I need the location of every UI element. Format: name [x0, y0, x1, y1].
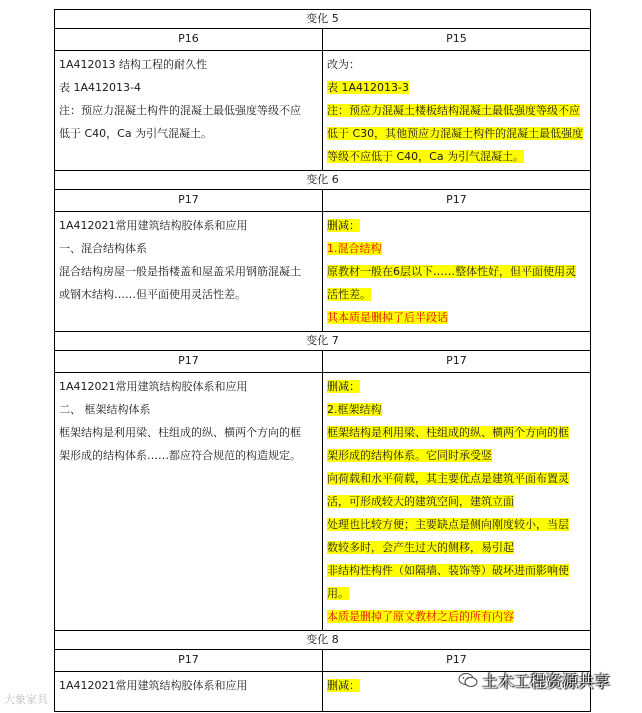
- highlighted-line: 数较多时，会产生过大的侧移，易引起: [327, 541, 514, 554]
- change-7-right-page: P17: [323, 351, 591, 373]
- text-line: 低于 C40，Ca 为引气混凝土。: [59, 127, 213, 140]
- highlighted-line: 用。: [327, 587, 349, 600]
- text-line: 一、混合结构体系: [59, 242, 147, 255]
- change-6-title-row: [55, 171, 591, 190]
- highlighted-line: 非结构性构件（如隔墙、装饰等）破坏进而影响使: [327, 564, 569, 577]
- change-6-left-page: P17: [55, 190, 323, 212]
- text-line: 表 1A412013-4: [59, 81, 141, 94]
- text-line: 混合结构房屋一般是指楼盖和屋盖采用钢筋混凝土: [59, 265, 301, 278]
- highlighted-line: 注：预应力混凝土楼板结构混凝土最低强度等级不应: [327, 104, 580, 117]
- text-line: 架形成的结构体系……都应符合规范的构造规定。: [59, 449, 301, 462]
- change-8-left-page: P17: [55, 650, 323, 672]
- change-8-title-row: [55, 631, 591, 650]
- watermark-right: 土木工程资源共享: [482, 672, 611, 691]
- change-note: 本质是删掉了原文教材之后的所有内容: [327, 610, 514, 623]
- change-7-title: 变化 7: [55, 332, 591, 351]
- change-7-left-page: P17: [55, 351, 323, 373]
- highlighted-line: 2.框架结构: [327, 403, 382, 416]
- change-5-left-content: [55, 51, 323, 171]
- change-5-right-page: P15: [323, 29, 591, 51]
- change-note: 其本质是删掉了后半段话: [327, 311, 448, 324]
- highlighted-line: 处理也比较方便；主要缺点是侧向刚度较小，当层: [327, 518, 569, 531]
- change-5-title-row: [55, 10, 591, 29]
- highlighted-line: 低于 C30，其他预应力混凝土构件的混凝土最低强度: [327, 127, 584, 140]
- text-line: 1A412021常用建筑结构胶体系和应用: [59, 219, 248, 232]
- highlighted-line: 表 1A412013-3: [327, 81, 409, 94]
- highlighted-line: 活，可形成较大的建筑空间，建筑立面: [327, 495, 514, 508]
- change-5-left-page: P16: [55, 29, 323, 51]
- change-6-title: 变化 6: [55, 171, 591, 190]
- change-5-right-content: [323, 51, 591, 171]
- change-7-content-row: [55, 373, 591, 631]
- change-7-left-content: [55, 373, 323, 631]
- text-line: 1A412013 结构工程的耐久性: [59, 58, 208, 71]
- watermark-left: 大象家具: [4, 693, 48, 706]
- change-6-right-content: [323, 212, 591, 332]
- change-5-title: 变化 5: [55, 10, 591, 29]
- comparison-table: [54, 9, 591, 712]
- highlighted-line: 活性差。: [327, 288, 371, 301]
- deletion-label: 删减：: [327, 219, 360, 232]
- text-line: 二、 框架结构体系: [59, 403, 151, 416]
- change-8-left-content: [55, 672, 323, 712]
- text-line: 注：预应力混凝土构件的混凝土最低强度等级不应: [59, 104, 301, 117]
- highlighted-line: 等级不应低于 C40，Ca 为引气混凝土。: [327, 150, 525, 163]
- highlighted-line: 原教材一般在6层以下……整体性好，但平面使用灵: [327, 265, 576, 278]
- text-line: 或钢木结构……但平面使用灵活性差。: [59, 288, 246, 301]
- change-6-page-row: [55, 190, 591, 212]
- text-line: 1A412021常用建筑结构胶体系和应用: [59, 679, 248, 692]
- change-8-right-page: P17: [323, 650, 591, 672]
- change-6-left-content: [55, 212, 323, 332]
- deletion-label: 删减：: [327, 679, 360, 692]
- highlighted-line: 框架结构是利用梁、柱组成的纵、横两个方向的框: [327, 426, 569, 439]
- text-line: 1A412021常用建筑结构胶体系和应用: [59, 380, 248, 393]
- change-8-page-row: [55, 650, 591, 672]
- change-5-page-row: [55, 29, 591, 51]
- change-5-content-row: [55, 51, 591, 171]
- change-6-right-page: P17: [323, 190, 591, 212]
- deletion-label: 删减：: [327, 380, 360, 393]
- change-7-page-row: [55, 351, 591, 373]
- highlighted-line: 架形成的结构体系。它同时承受竖: [327, 449, 492, 462]
- change-6-content-row: [55, 212, 591, 332]
- section-heading: 1.混合结构: [327, 242, 382, 255]
- change-8-title: 变化 8: [55, 631, 591, 650]
- text-line: 改为：: [327, 58, 360, 71]
- wechat-icon: [458, 672, 478, 688]
- highlighted-line: 向荷载和水平荷载，其主要优点是建筑平面布置灵: [327, 472, 569, 485]
- change-7-right-content: [323, 373, 591, 631]
- text-line: 框架结构是利用梁、柱组成的纵、横两个方向的框: [59, 426, 301, 439]
- change-7-title-row: [55, 332, 591, 351]
